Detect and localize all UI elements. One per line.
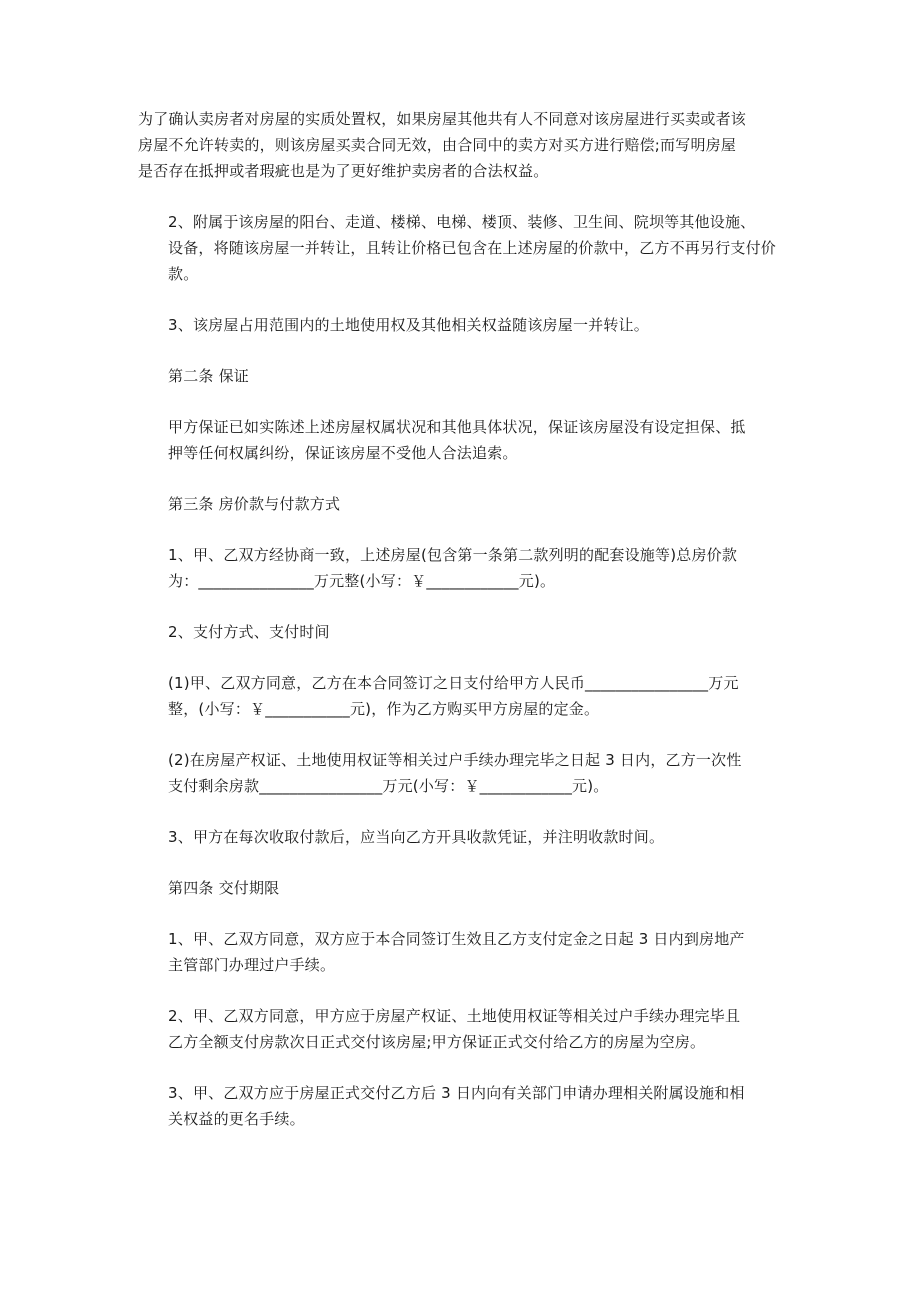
paragraph bbox=[138, 542, 788, 594]
text-line: 第四条 交付期限 bbox=[168, 879, 280, 897]
text-line: 甲方保证已如实陈述上述房屋权属状况和其他具体状况，保证该房屋没有设定担保、抵 bbox=[168, 418, 746, 436]
text-line: 设备，将随该房屋一并转让，且转让价格已包含在上述房屋的价款中，乙方不再另行支付价 bbox=[168, 239, 777, 257]
text-line: 是否存在抵押或者瑕疵也是为了更好维护卖房者的合法权益。 bbox=[138, 162, 549, 180]
paragraph bbox=[138, 1003, 788, 1055]
paragraph bbox=[138, 619, 788, 645]
text-line: 3、该房屋占用范围内的土地使用权及其他相关权益随该房屋一并转让。 bbox=[168, 316, 649, 334]
text-line: 第三条 房价款与付款方式 bbox=[168, 495, 341, 513]
text-line: (1)甲、乙双方同意，乙方在本合同签订之日支付给甲方人民币________________万元 bbox=[168, 674, 739, 692]
text-line: 为了确认卖房者对房屋的实质处置权，如果房屋其他共有人不同意对该房屋进行买卖或者该 bbox=[138, 110, 747, 128]
text-line: 3、甲方在每次收取付款后，应当向乙方开具收款凭证，并注明收款时间。 bbox=[168, 828, 665, 846]
text-line: 2、附属于该房屋的阳台、走道、楼梯、电梯、楼顶、装修、卫生间、院坝等其他设施、 bbox=[168, 213, 756, 231]
paragraph bbox=[138, 824, 788, 850]
paragraph bbox=[138, 491, 788, 517]
paragraph bbox=[138, 414, 788, 466]
text-line: 押等任何权属纠纷，保证该房屋不受他人合法追索。 bbox=[168, 444, 518, 462]
paragraph bbox=[138, 670, 788, 722]
paragraph bbox=[138, 312, 788, 338]
text-line: 第二条 保证 bbox=[168, 367, 249, 385]
text-line: 2、甲、乙双方同意，甲方应于房屋产权证、土地使用权证等相关过户手续办理完毕且 bbox=[168, 1007, 741, 1025]
text-line: 主管部门办理过户手续。 bbox=[168, 956, 336, 974]
text-line: 1、甲、乙双方同意，双方应于本合同签订生效且乙方支付定金之日起 3 日内到房地产 bbox=[168, 930, 745, 948]
text-line: 支付剩余房款________________万元(小写：￥____________元)。 bbox=[168, 777, 609, 795]
paragraph bbox=[138, 209, 788, 287]
paragraph bbox=[138, 363, 788, 389]
text-line: 款。 bbox=[168, 265, 199, 283]
paragraph bbox=[138, 875, 788, 901]
text-line: 为：_______________万元整(小写：￥____________元)。 bbox=[168, 572, 556, 590]
paragraph bbox=[138, 747, 788, 799]
paragraph bbox=[138, 926, 788, 978]
paragraph bbox=[138, 1080, 788, 1132]
text-line: 关权益的更名手续。 bbox=[168, 1110, 305, 1128]
text-line: 3、甲、乙双方应于房屋正式交付乙方后 3 日内向有关部门申请办理相关附属设施和相 bbox=[168, 1084, 745, 1102]
text-line: 房屋不允许转卖的，则该房屋买卖合同无效，由合同中的卖方对买方进行赔偿;而写明房屋 bbox=[138, 136, 737, 154]
paragraph bbox=[138, 106, 788, 184]
text-line: 整，(小写：￥___________元)，作为乙方购买甲方房屋的定金。 bbox=[168, 700, 600, 718]
document-body bbox=[138, 106, 788, 1157]
text-line: (2)在房屋产权证、土地使用权证等相关过户手续办理完毕之日起 3 日内，乙方一次性 bbox=[168, 751, 742, 769]
text-line: 2、支付方式、支付时间 bbox=[168, 623, 330, 641]
text-line: 乙方全额支付房款次日正式交付该房屋;甲方保证正式交付给乙方的房屋为空房。 bbox=[168, 1033, 706, 1051]
text-line: 1、甲、乙双方经协商一致，上述房屋(包含第一条第二款列明的配套设施等)总房价款 bbox=[168, 546, 738, 564]
